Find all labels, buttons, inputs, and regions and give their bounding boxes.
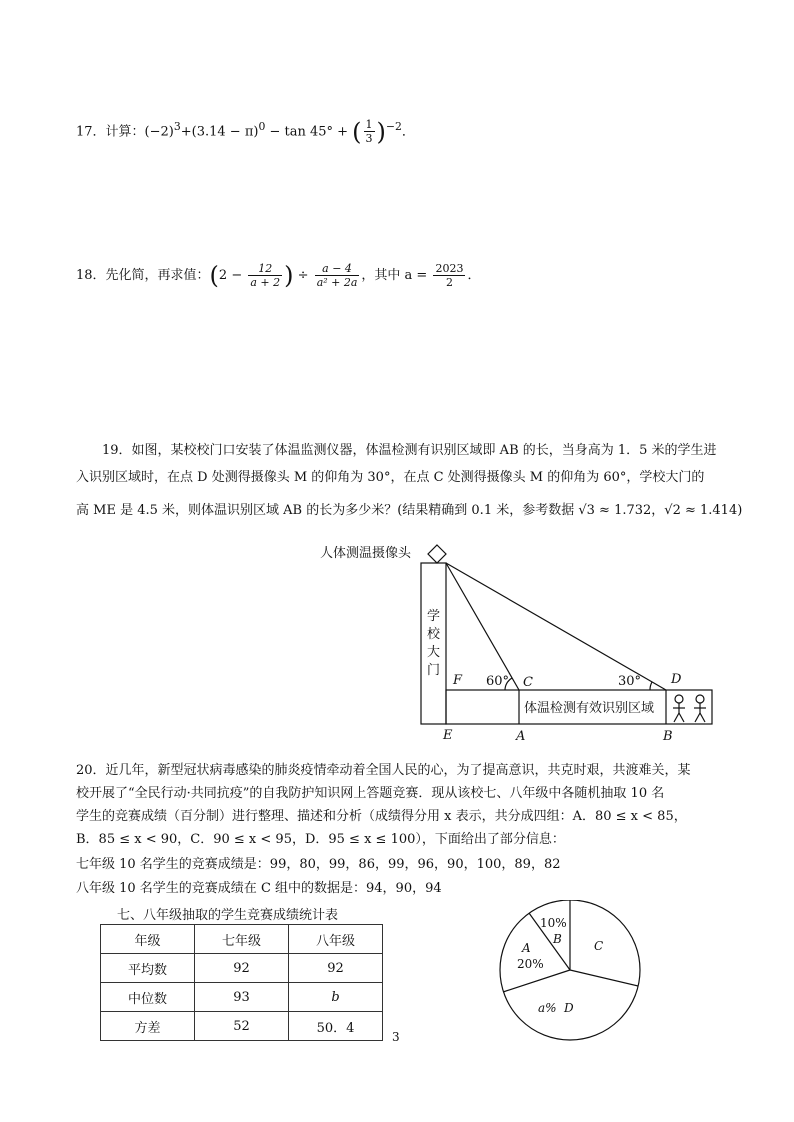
pie-label-b-pct: 10% — [540, 916, 567, 930]
table-cell: 平均数 — [101, 954, 195, 983]
table-cell: 七年级 — [195, 925, 289, 954]
q19-line-2: 入识别区域时，在点 D 处测得摄像头 M 的仰角为 30°，在点 C 处测得摄像头 M 的仰角为 60°，学校大门的 — [76, 470, 705, 485]
q17-fraction: $\frac{1}{3}$ — [365, 118, 373, 146]
pie-label-c: C — [594, 939, 604, 953]
pie-divider-3 — [503, 970, 570, 992]
pie-label-d: D — [564, 1001, 574, 1015]
table-cell: 年级 — [101, 925, 195, 954]
table-cell: 92 — [289, 954, 383, 983]
pie-label-a-pct: 20% — [517, 957, 544, 971]
table-row — [101, 954, 383, 983]
student-figures — [673, 695, 706, 722]
q19-line-3: 高 ME 是 4.5 米，则体温识别区域 AB 的长为多少米？(结果精确到 0.1 米，参考数据 √3 ≈ 1.732，√2 ≈ 1.414) — [76, 503, 743, 518]
gate-char-4: 门 — [427, 663, 441, 678]
table-title: 七、八年级抽取的学生竞赛成绩统计表 — [117, 908, 339, 923]
q18-fraction-2: $\frac{a - 4}{\text{a² + 2a}}$ — [316, 262, 358, 289]
camera-diamond — [428, 545, 446, 563]
pie-label-d-pct: a% — [538, 1001, 557, 1015]
q20-line-6: 八年级 10 名学生的竞赛成绩在 C 组中的数据是：94，90，94 — [76, 881, 442, 896]
stats-table — [100, 924, 383, 1041]
camera-label: 人体测温摄像头 — [320, 546, 412, 561]
q18-fraction-1: $\frac{12}{a + 2}$ — [250, 262, 281, 289]
q20-line-5: 七年级 10 名学生的竞赛成绩是：99，80，99，86，99，96，90，100，89，82 — [76, 857, 561, 872]
table-cell: 中位数 — [101, 983, 195, 1012]
table-row — [101, 983, 383, 1012]
table-cell: 方差 — [101, 1012, 195, 1041]
point-f: F — [453, 673, 463, 688]
gate-char-1: 学 — [427, 609, 441, 624]
gate-pillar — [421, 563, 446, 724]
pie-label-a: A — [522, 941, 531, 955]
pie-divider-4 — [570, 970, 638, 986]
table-row — [101, 925, 383, 954]
page-number: 3 — [392, 1030, 400, 1044]
table-cell: 八年级 — [289, 925, 383, 954]
point-a: A — [516, 729, 526, 744]
table-cell: 93 — [195, 983, 289, 1012]
sight-line-d — [446, 563, 666, 690]
sight-line-c — [446, 563, 519, 690]
gate-char-3: 大 — [427, 645, 441, 660]
angle-arc-d — [650, 682, 652, 690]
angle-c-label: 60° — [486, 674, 510, 689]
q17-label: 17．计算： — [76, 124, 145, 140]
q20-line-4: B．85 ≤ x < 90，C．90 ≤ x < 95，D．95 ≤ x ≤ 100），下面给出了部分信息： — [76, 832, 565, 847]
pie-label-b: B — [553, 932, 562, 946]
q18-label: 18．先化简，再求值： — [76, 268, 210, 283]
point-d: D — [671, 672, 682, 687]
question-18: 18．先化简，再求值：(2 − $\frac{12}{a + 2}$ ) ÷ $\frac{a - 4}{\text{a² + 2a}}$ ，其中 a = $\frac{2023}{2}$ ． — [76, 261, 481, 290]
q19-line-1: 19．如图，某校校门口安装了体温监测仪器，体温检测有识别区域即 AB 的长，当身高为 1．5 米的学生进 — [102, 443, 717, 458]
table-cell: 92 — [195, 954, 289, 983]
point-b: B — [663, 729, 673, 744]
zone-label: 体温检测有效识别区域 — [524, 701, 655, 716]
q20-line-3: 学生的竞赛成绩（百分制）进行整理、描述和分析（成绩得分用 x 表示，共分成四组：A．80 ≤ x < 85， — [76, 809, 687, 824]
pie-chart — [490, 900, 650, 1045]
gate-char-2: 校 — [427, 627, 441, 642]
table-cell: 50．4 — [289, 1012, 383, 1041]
point-c: C — [523, 675, 533, 690]
question-17: 17．计算：$(-2)^3+(3.14 - \pi)^0 - \tan 45^\circ$ + ( $\frac{1}{3}$ )$^{-2}$． — [76, 117, 415, 146]
q20-line-1: 20．近几年，新型冠状病毒感染的肺炎疫情牵动着全国人民的心，为了提高意识，共克时艰，共渡难关，某 — [76, 763, 691, 778]
point-e: E — [443, 728, 453, 743]
table-cell: b — [289, 983, 383, 1012]
table-row — [101, 1012, 383, 1041]
table-cell: 52 — [195, 1012, 289, 1041]
q20-line-2: 校开展了“全民行动·共同抗疫”的自我防护知识网上答题竞赛．现从该校七、八年级中各随机抽取 10 名 — [76, 786, 665, 801]
angle-d-label: 30° — [618, 674, 642, 689]
q18-fraction-3: $\frac{2023}{2}$ — [435, 262, 464, 289]
